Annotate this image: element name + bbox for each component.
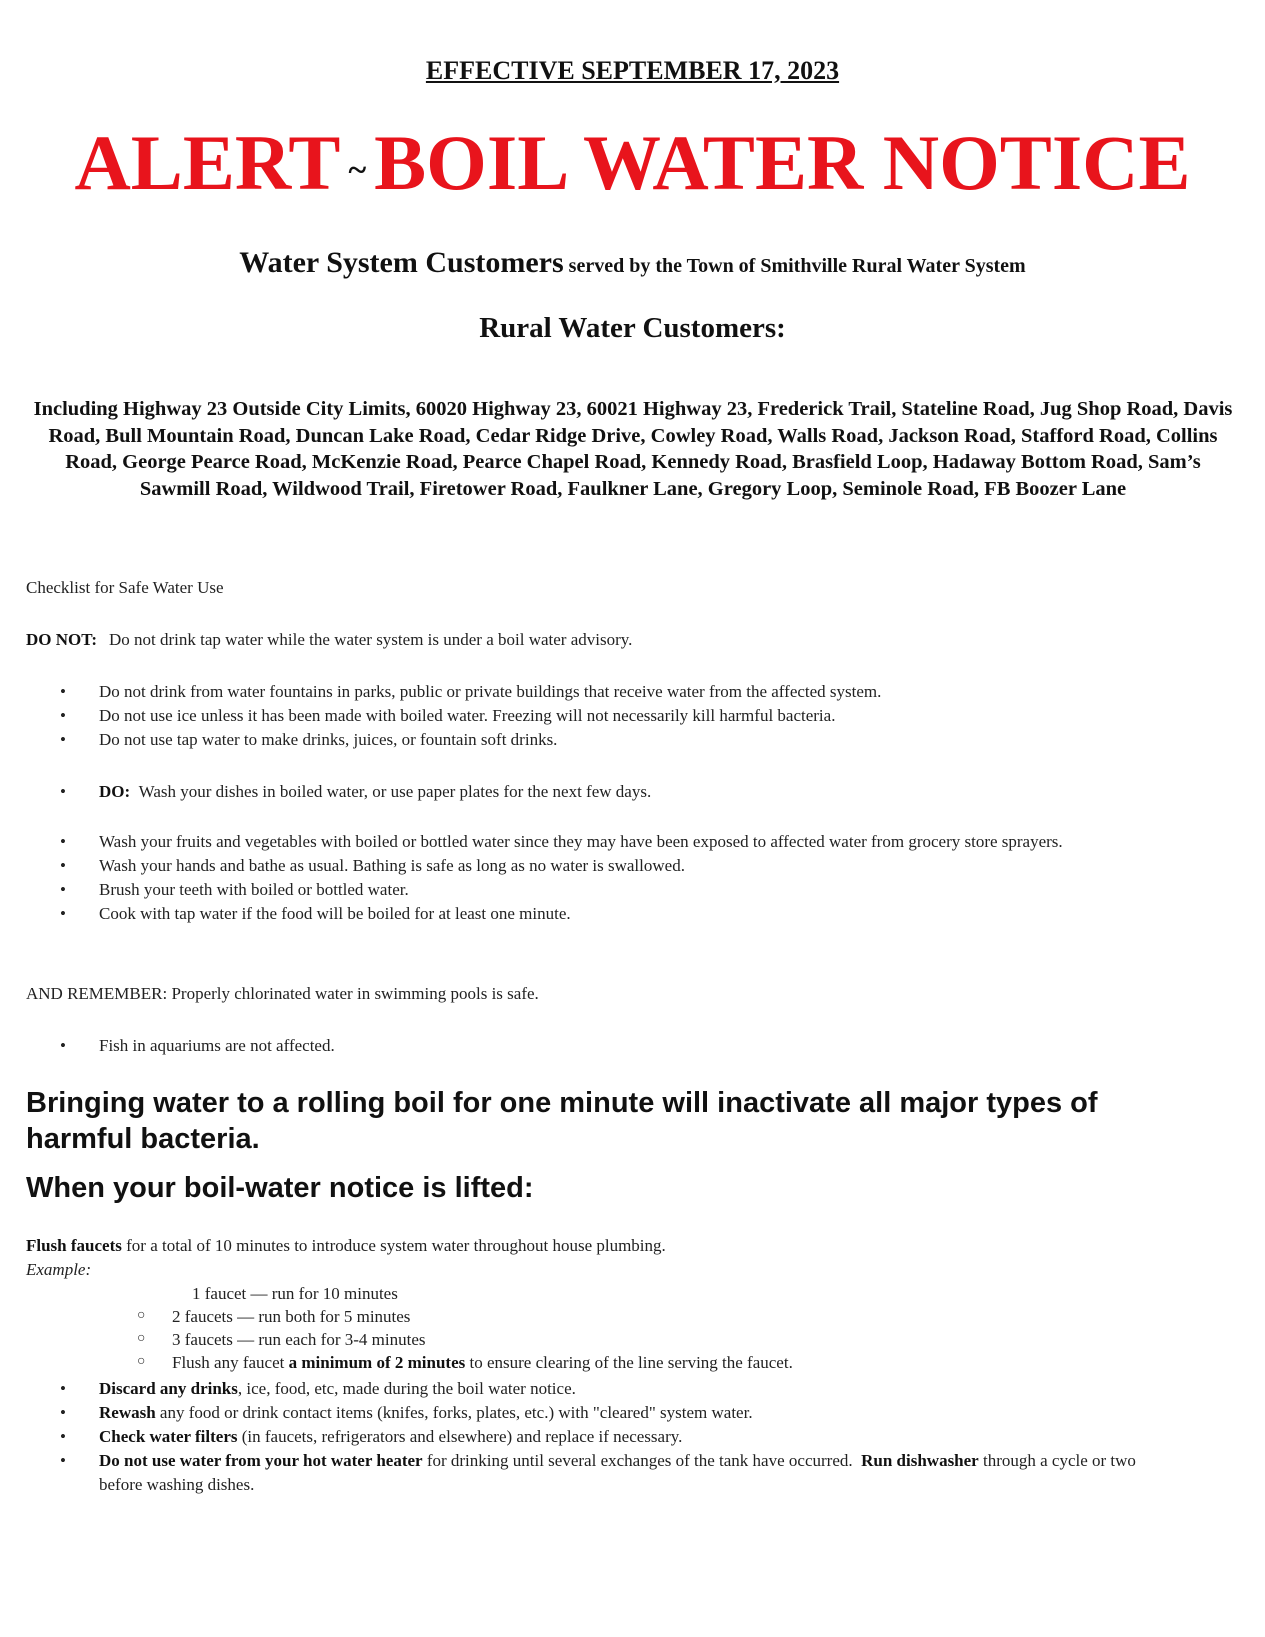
list-item: • Do not use tap water to make drinks, juices, or fountain soft drinks. [60, 728, 1140, 752]
rural-heading: Rural Water Customers: [479, 312, 786, 344]
flush-text: for a total of 10 minutes to introduce system water throughout house plumbing. [126, 1236, 666, 1255]
alert-separator: ~ [348, 152, 367, 190]
roads-list: Including Highway 23 Outside City Limits, 60020 Highway 23, 60021 Highway 23, Frederick Trail, Stateline Road, Jug Shop Road, Davis Road, Bull Mountain Road, Duncan Lake Road, Cedar Ridge Drive, Cowley Road, Walls Road, Jackson Road, Stafford Road, Collins Road, George Pearce Road, McKenzie Road, Pearce Chapel Road, Kennedy Road, Brasfield Loop, Hadaway Bottom Road, Sam’s Sawmill Road, Wildwood Trail, Firetower Road, Faulkner Lane, Gregory Loop, Seminole Road, FB Boozer Lane [33, 398, 1233, 500]
bullet-icon: • [60, 832, 66, 851]
served-line [0, 246, 1265, 280]
lifted-heading: When your boil-water notice is lifted: [26, 1172, 534, 1204]
do-list [60, 830, 1140, 926]
flush-sub-item: ○ 3 faucets — run each for 3-4 minutes [137, 1330, 426, 1349]
do-text: Wash your dishes in boiled water, or use paper plates for the next few days. [138, 782, 652, 801]
boil-statement: Bringing water to a rolling boil for one minute will inactivate all major types of harmful bacteria. [26, 1087, 1098, 1155]
served-rest: served by the Town of Smithville Rural Water System [568, 255, 1026, 277]
list-item: • Cook with tap water if the food will be boiled for at least one minute. [60, 902, 1140, 926]
do-list-header [60, 780, 1140, 804]
list-item: • Wash your hands and bathe as usual. Bathing is safe as long as no water is swallowed. [60, 854, 1140, 878]
bullet-icon: • [60, 1379, 66, 1398]
effective-date: EFFECTIVE SEPTEMBER 17, 2023 [425, 56, 840, 85]
bullet-icon: • [60, 1036, 66, 1055]
flush-bold: Flush faucets [26, 1236, 122, 1255]
list-item: • Do not use water from your hot water heater for drinking until several exchanges of the tank have occurred. Run dishwasher through a cycle or two before washing dishes. [60, 1451, 1136, 1494]
after-lift-list [60, 1377, 1140, 1497]
circle-bullet-icon: ○ [137, 1331, 146, 1346]
bullet-icon: • [60, 1427, 66, 1446]
bullet-icon: • [60, 904, 66, 923]
list-item: • Rewash any food or drink contact items (knifes, forks, plates, etc.) with "cleared" system water. [60, 1401, 1140, 1425]
circle-bullet-icon: ○ [137, 1308, 146, 1323]
list-item: • Fish in aquariums are not affected. [60, 1034, 1140, 1058]
list-item: • Discard any drinks, ice, food, etc, made during the boil water notice. [60, 1377, 1140, 1401]
bullet-icon: • [60, 856, 66, 875]
flush-sub-item: ○ 2 faucets — run both for 5 minutes [137, 1307, 411, 1326]
bullet-icon: • [60, 682, 66, 701]
remember-list [60, 1034, 1140, 1058]
example-label: Example: [26, 1260, 92, 1279]
served-bold: Water System Customers [239, 246, 564, 279]
list-item: • Do not drink from water fountains in parks, public or private buildings that receive water from the affected system. [60, 680, 1140, 704]
bullet-icon: • [60, 1403, 66, 1422]
checklist-title: Checklist for Safe Water Use [26, 578, 224, 597]
bullet-icon: • [60, 706, 66, 725]
bullet-icon: • [60, 1451, 66, 1470]
bullet-icon: • [60, 730, 66, 749]
flush-sub-item: 1 faucet — run for 10 minutes [192, 1284, 398, 1303]
list-item [60, 780, 1140, 804]
remember-line: AND REMEMBER: Properly chlorinated water in swimming pools is safe. [26, 984, 539, 1003]
do-label: DO: [99, 782, 131, 801]
list-item: • Check water filters (in faucets, refrigerators and elsewhere) and replace if necessary. [60, 1425, 1140, 1449]
do-not-label: DO NOT: [26, 630, 97, 649]
list-item: • Do not use ice unless it has been made with boiled water. Freezing will not necessarily kill harmful bacteria. [60, 704, 1140, 728]
bullet-icon: • [60, 782, 66, 801]
list-item: • Brush your teeth with boiled or bottled water. [60, 878, 1140, 902]
do-not-text: Do not drink tap water while the water system is under a boil water advisory. [109, 630, 633, 649]
alert-word: ALERT [74, 119, 341, 206]
circle-bullet-icon: ○ [137, 1354, 146, 1369]
flush-line [26, 1236, 666, 1256]
alert-title [0, 118, 1265, 216]
alert-notice: BOIL WATER NOTICE [374, 119, 1191, 206]
flush-sub-item: ○ Flush any faucet a minimum of 2 minutes to ensure clearing of the line serving the faucet. [137, 1353, 793, 1372]
do-not-list [60, 680, 1140, 752]
bullet-icon: • [60, 880, 66, 899]
do-not-line [26, 630, 632, 650]
list-item: • Wash your fruits and vegetables with boiled or bottled water since they may have been exposed to affected water from grocery store sprayers. [60, 830, 1140, 854]
